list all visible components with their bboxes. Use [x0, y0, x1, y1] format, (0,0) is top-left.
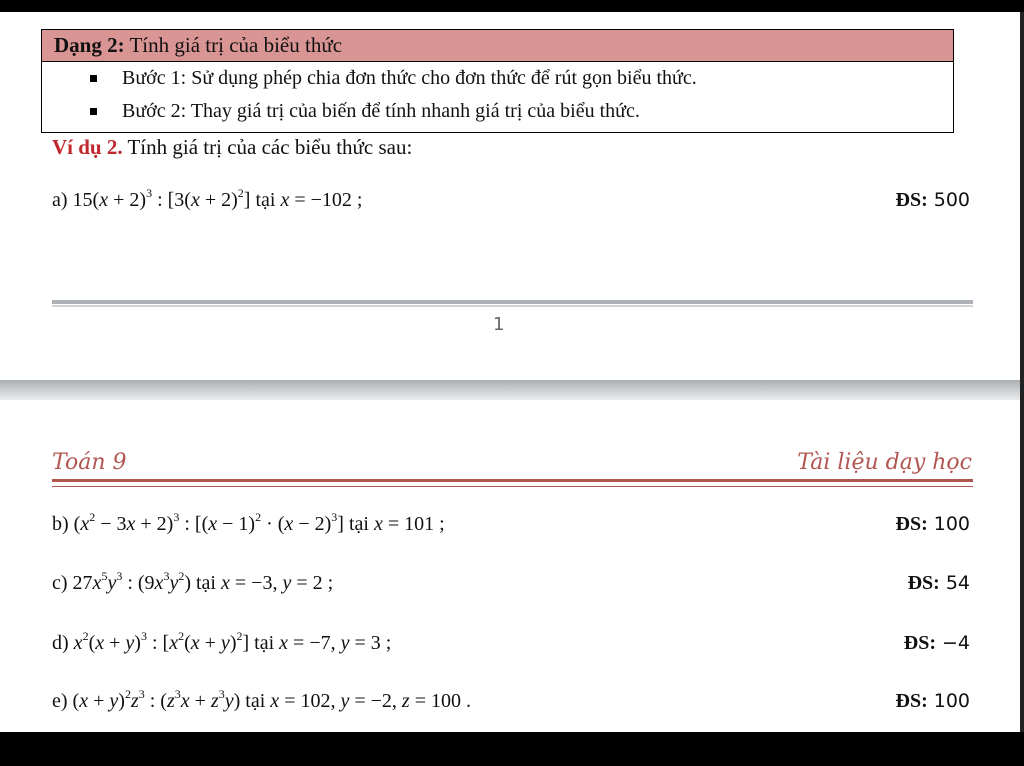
problem-e-answer: [896, 690, 971, 713]
page-1: [0, 12, 1024, 380]
problem-a-answer: [896, 189, 971, 212]
problem-b-expression: b) $(x^2 - 3x + 2)^3$ : $[(x - 1)^2 \cdot (x - 2)^3]$ tại x = 101 ;: [52, 510, 445, 535]
answer-label: ĐS:: [895, 189, 928, 211]
answer-label: ĐS:: [895, 690, 928, 712]
problem-label: e): [52, 690, 68, 712]
problem-b-answer: [896, 513, 971, 536]
problem-label: a): [52, 189, 68, 211]
step-2: [42, 95, 953, 128]
problem-e-expression: e) $(x + y)^2z^3$ : $(z^3x + z^3y)$ tại x = 102, y = −2, z = 100 .: [52, 687, 471, 712]
method-title-text: Tính giá trị của biểu thức: [124, 33, 343, 57]
step-1: [42, 62, 953, 95]
problem-c-answer: [908, 572, 970, 595]
answer-label: ĐS:: [895, 513, 928, 535]
footer-rule: [52, 300, 973, 307]
answer-value: −4: [941, 632, 970, 654]
answer-value: 100: [933, 513, 970, 535]
header-rule: [52, 479, 973, 487]
problem-a-expression: a) $15(x + 2)^3$ : $[3(x + 2)^2]$ tại x = −102 ;: [52, 186, 363, 211]
header-subject: Toán 9: [52, 450, 127, 475]
problem-label: d): [52, 632, 69, 654]
answer-label: ĐS:: [903, 632, 936, 654]
answer-value: 54: [945, 572, 970, 594]
step-1-text: Bước 1: Sử dụng phép chia đơn thức cho đơn thức để rút gọn biểu thức.: [122, 67, 697, 89]
method-title-bold: Dạng 2:: [54, 33, 125, 57]
step-2-text: Bước 2: Thay giá trị của biến để tính nhanh giá trị của biểu thức.: [122, 100, 640, 122]
method-box-title: [42, 30, 953, 62]
answer-value: 100: [933, 690, 970, 712]
problem-label: b): [52, 513, 69, 535]
answer-label: ĐS:: [907, 572, 940, 594]
example-text: Tính giá trị của các biểu thức sau:: [122, 135, 413, 159]
page-separator: [0, 380, 1024, 400]
header-title: Tài liệu dạy học: [797, 450, 972, 475]
bullet-icon: [90, 75, 97, 82]
example-heading: [52, 135, 412, 160]
answer-value: 500: [933, 189, 970, 211]
page-2: [0, 400, 1024, 732]
bullet-icon: [90, 108, 97, 115]
problem-d-expression: d) $x^2(x + y)^3$ : $[x^2(x + y)^2]$ tại x = −7, y = 3 ;: [52, 629, 392, 654]
method-box: [41, 29, 954, 133]
problem-d-answer: [904, 632, 970, 655]
example-label: Ví dụ 2.: [52, 135, 123, 159]
page-number: 1: [493, 314, 505, 335]
problem-label: c): [52, 572, 68, 594]
window-edge: [1020, 12, 1024, 732]
problem-c-expression: c) $27x^5y^3$ : $(9x^3y^2)$ tại x = −3, y = 2 ;: [52, 569, 334, 594]
